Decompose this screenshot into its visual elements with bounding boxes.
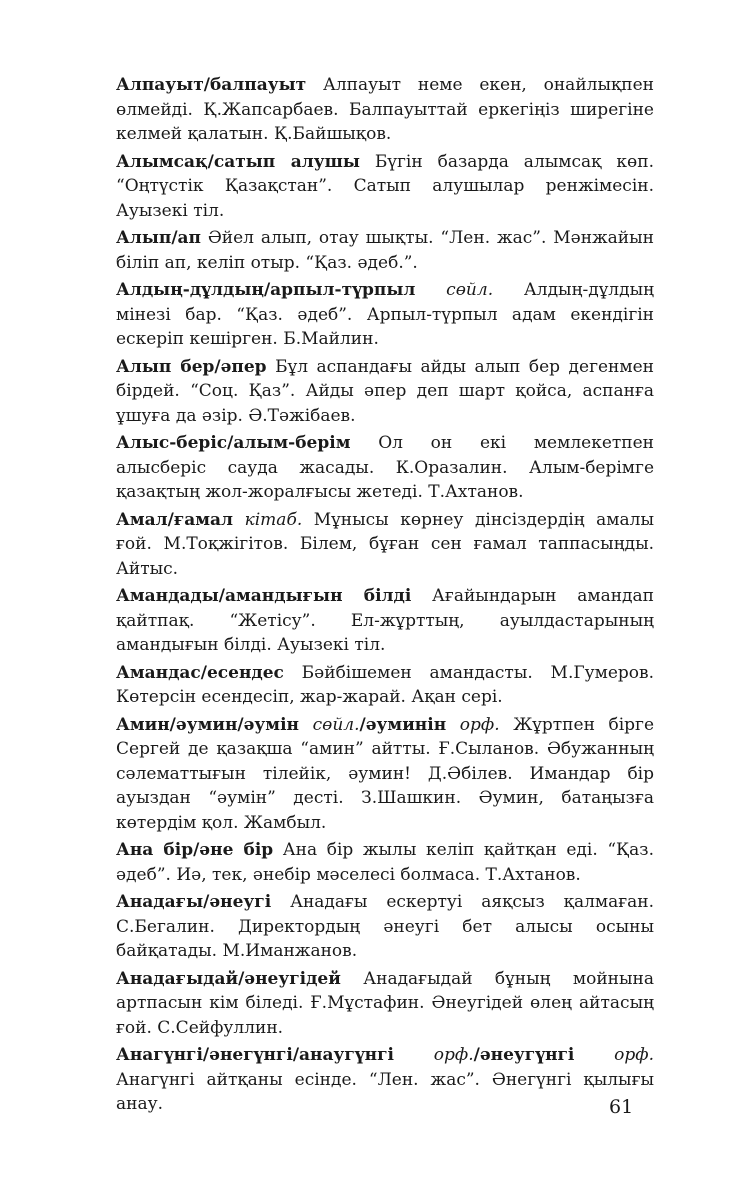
entry-anadagy	[116, 890, 654, 964]
entry-headword: Ана бір/әне бір	[116, 840, 274, 860]
entry-aldyn-duldyn	[116, 278, 654, 352]
entry-headword-variant: /әуминін	[359, 714, 447, 735]
usage-mark: орф.	[433, 1045, 474, 1065]
entry-text: Ана бір жылы келіп қайтқан еді. “Қаз. әдеб”. Иә, тек, әнебір мәселесі болмаса. Т.Ахтанов.	[116, 840, 654, 885]
usage-mark: сөйл.	[446, 280, 494, 300]
page-number: 61	[609, 1096, 634, 1118]
entry-headword: Алып/ап	[116, 228, 201, 248]
entry-amin	[116, 713, 654, 836]
entry-text: Бүгін базарда алымсақ көп. “Оңтүстік Қазақстан”. Сатып алушылар ренжімесін. Ауызекі тіл.	[116, 151, 654, 221]
entry-text: Жұртпен бірге Сергей де қазақша “амин” айтты. Ғ.Сыланов. Әбужанның сәлематтығын тілейік, әумин! Д.Әбілев. Имандар бір ауыздан “әумін” десті. З.Шашкин. Әумин, батаңызға көтердім қол. Жамбыл.	[116, 714, 655, 833]
entry-text: Анадағы ескертуі аяқсыз қалмаған. С.Бегалин. Директордың әнеугі бет алысы осыны байқатады. М.Иманжанов.	[116, 892, 654, 961]
entry-alyp	[116, 226, 654, 275]
entry-text: Бәйбішемен амандасты. М.Гумеров. Көтерсін есендесіп, жар-жарай. Ақан сері.	[116, 662, 654, 707]
entry-headword: Анадағыдай/әнеугідей	[116, 968, 341, 989]
entry-text: Мұнысы көрнеу дінсіздердің амалы ғой. М.Тоқжігітов. Білем, бұған сен ғамал таппасыңды. Айтыс.	[116, 509, 654, 579]
entry-text: Алпауыт неме екен, онайлықпен өлмейді. Қ.Жапсарбаев. Балпауыттай еркегіңіз ширегіне келмей қалатын. Қ.Байшықов.	[116, 75, 654, 144]
entry-anagungi	[116, 1043, 654, 1117]
entry-alymsaq	[116, 150, 654, 224]
usage-mark: орф.	[459, 714, 500, 735]
entry-headword: Амандады/амандығын білді	[116, 586, 412, 606]
entry-text: Бұл аспандағы айды алып бер дегенмен бірдей. “Соц. Қаз”. Айды әпер деп шарт қойса, аспанға ұшуға да әзір. Ә.Тәжібаев.	[116, 356, 654, 426]
entry-text: Алдың-дұлдың мінезі бар. “Қаз. әдеб”. Арпыл-түрпыл адам екендігін ескеріп кешірген. Б.Майлин.	[116, 280, 654, 349]
usage-mark: сөйл.	[312, 714, 360, 735]
entry-headword: Амандас/есендес	[116, 662, 284, 683]
entry-alyp-ber	[116, 355, 654, 429]
entry-anadagydai	[116, 967, 654, 1041]
entry-headword: Алпауыт/балпауыт	[116, 75, 307, 95]
usage-mark: кітаб.	[244, 509, 303, 530]
entry-amal	[116, 508, 654, 582]
entry-headword: Анадағы/әнеугі	[116, 892, 272, 912]
entry-amandady	[116, 584, 654, 658]
entry-alys-beris	[116, 431, 654, 505]
entry-text: Ол он екі мемлекетпен алысберіс сауда жасады. К.Оразалин. Алым-берімге қазақтың жол-жоралғысы жетеді. Т.Ахтанов.	[116, 433, 654, 502]
entry-text: Әйел алып, отау шықты. “Лен. жас”. Мәнжайын біліп ап, келіп отыр. “Қаз. әдеб.”.	[116, 228, 654, 273]
entry-text: Ағайындарын амандап қайтпақ. “Жетісу”. Ел-жұрттың, ауылдастарының амандығын білді. Ауызекі тіл.	[116, 586, 654, 655]
entry-headword: Алдың-дұлдың/арпыл-түрпыл	[116, 280, 416, 300]
usage-mark: орф.	[614, 1045, 654, 1065]
entry-text: Анадағыдай бұның мойнына артпасын кім біледі. Ғ.Мұстафин. Әнеугідей өлең айтасың ғой. С.Сейфуллин.	[116, 968, 654, 1038]
entry-headword: Алып бер/әпер	[116, 356, 267, 377]
entry-alpauyt	[116, 73, 654, 147]
entry-ana-bir	[116, 838, 654, 887]
entry-headword: Амал/ғамал	[116, 509, 234, 530]
dictionary-page	[116, 73, 654, 1120]
entry-headword: Алыс-беріс/алым-берім	[116, 433, 351, 453]
entry-amandas	[116, 661, 654, 710]
entry-headword: Анагүнгі/әнегүнгі/анаугүнгі	[116, 1045, 394, 1065]
entry-text: Анагүнгі айтқаны есінде. “Лен. жас”. Әнегүнгі қылығы анау.	[116, 1069, 654, 1114]
entry-headword: Алымсақ/сатып алушы	[116, 151, 360, 172]
entry-headword-variant: /әнеугүнгі	[473, 1045, 575, 1065]
entry-headword: Амин/әумин/әумін	[116, 714, 299, 735]
